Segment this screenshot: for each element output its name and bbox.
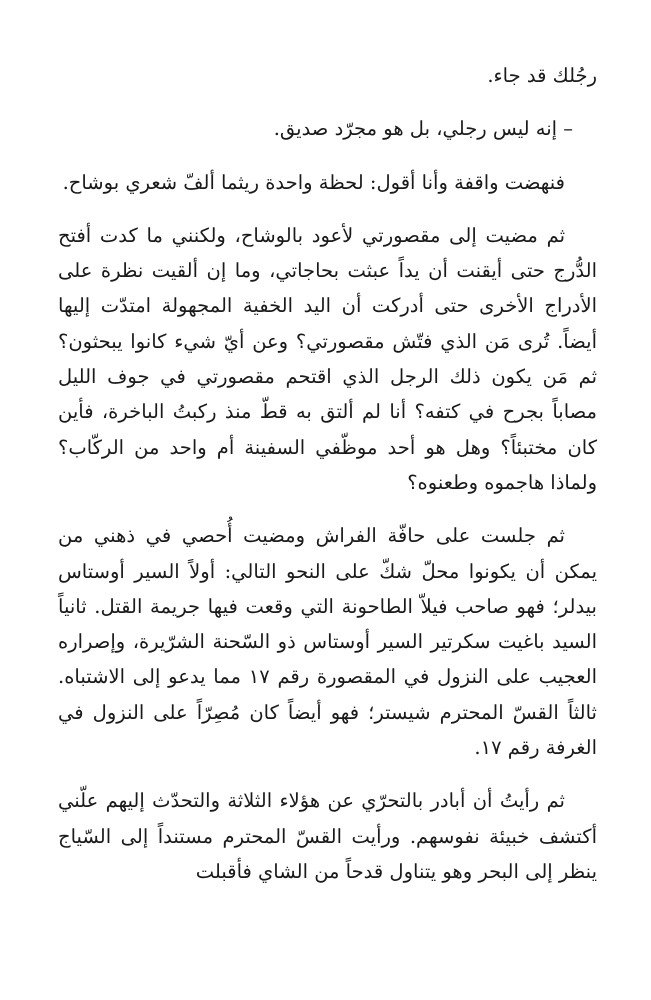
paragraph-searched-cabin: ثم مضيت إلى مقصورتي لأعود بالوشاح، ولكنني ما كدت أفتح الدُّرج حتى أيقنت أن يداً عبثت بحاجاتي، وما إن ألقيت نظرة على الأدراج الأخرى حتى أدركت أن اليد الخفية المجهولة امتدّت إليها أيضاً. تُرى مَن الذي فتّش مقصورتي؟ وعن أيّ شيء كانوا يبحثون؟ ثم مَن يكون ذلك الرجل الذي اقتحم مقصورتي في جوف الليل مصاباً بجرح في كتفه؟ أنا لم ألتق به قطّ منذ ركبتُ الباخرة، فأين كان مختبئاً؟ وهل هو أحد موظّفي السفينة أم واحد من الركّاب؟ ولماذا هاجموه وطعنوه؟ <box>58 223 597 494</box>
paragraph-suspects: ثم جلست على حافّة الفراش ومضيت أُحصي في ذهني من يمكن أن يكونوا محلّ شكّ على النحو التالي: أولاً السير أوستاس بيدلر؛ فهو صاحب فيلاّ الطاحونة التي وقعت فيها جريمة القتل. ثانياً السيد باغيت سكرتير السير أوستاس ذو السّحنة الشرّيرة، وإصراره العجيب على النزول في المقصورة رقم ١٧ مما يدعو إلى الاشتباه. ثالثاً القسّ المحترم شيستر؛ فهو أيضاً كان مُصِرّاً على النزول في الغرفة رقم ١٧. <box>58 524 597 760</box>
book-page <box>58 58 597 907</box>
paragraph-dialogue-line: رجُلك قد جاء. <box>487 64 597 87</box>
paragraph-investigation: ثم رأيتُ أن أبادر بالتحرّي عن هؤلاء الثلاثة والتحدّث إليهم علّني أكتشف خبيئة نفوسهم. ورأيت القسّ المحترم مستنداً إلى السّياج ينظر إلى البحر وهو يتناول قدحاً من الشاي فأقبلت <box>58 789 597 883</box>
paragraph-dialogue-reply: – إنه ليس رجلي، بل هو مجرّد صديق. <box>273 117 573 141</box>
paragraph-scarf: فنهضت واقفة وأنا أقول: لحظة واحدة ريثما ألفّ شعري بوشاح. <box>62 170 565 194</box>
